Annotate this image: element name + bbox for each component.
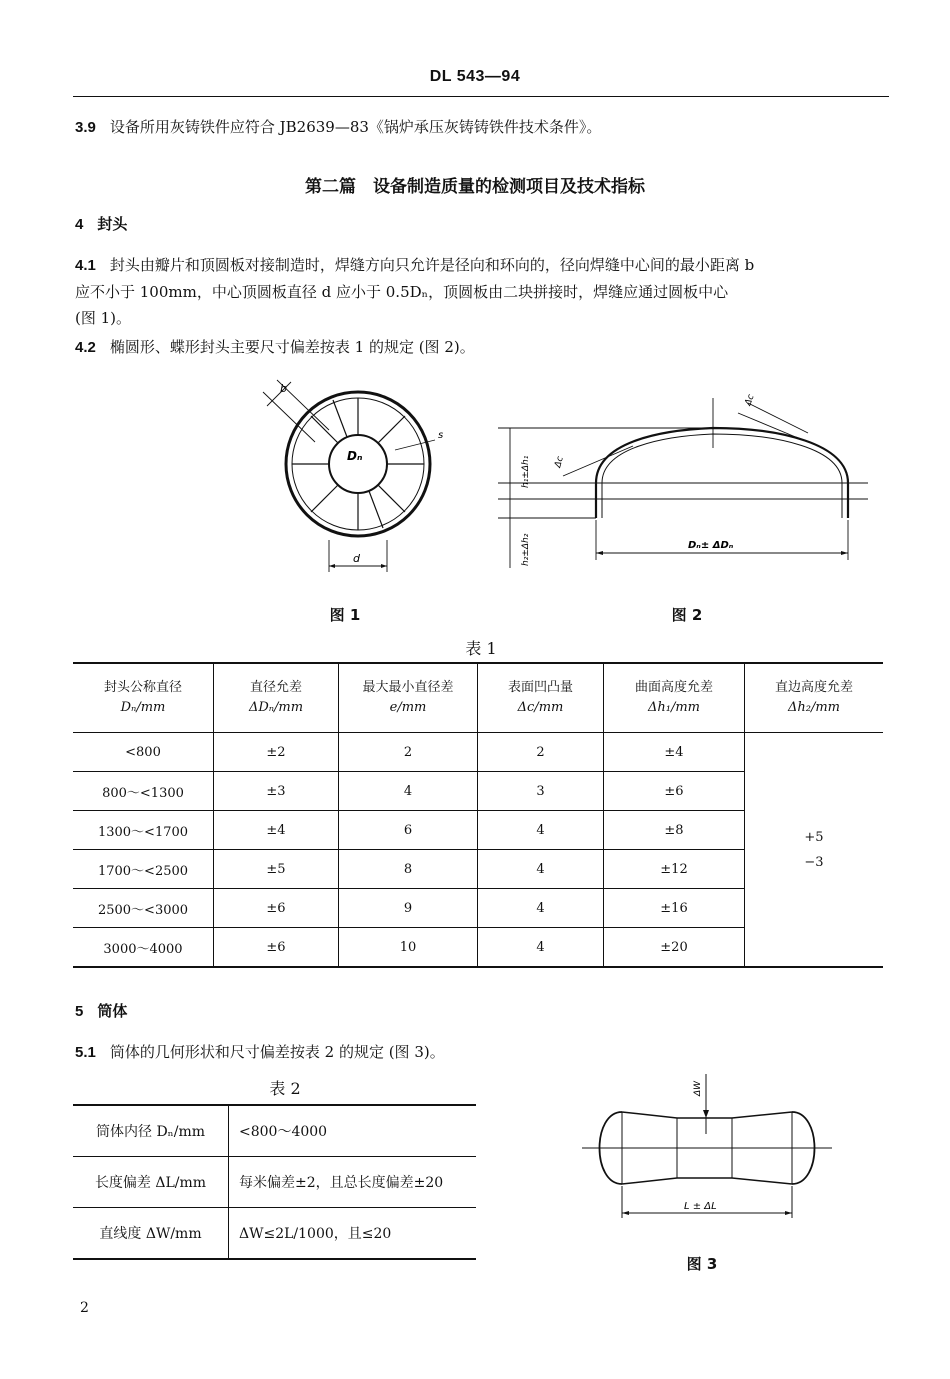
clause-4-1 [75, 252, 895, 331]
clause-line: (图 1)。 [75, 309, 132, 327]
header-cell: 最大最小直径差 e/mm [339, 663, 478, 733]
header-cell: 表面凹凸量 Δc/mm [478, 663, 604, 733]
table-value-cell: <800～4000 [229, 1105, 477, 1157]
label-h1: h₁±Δh₁ [521, 455, 531, 488]
label-b: b [280, 382, 287, 395]
figure-2-caption: 图 2 [671, 606, 703, 624]
clause-text: 椭圆形、蝶形封头主要尺寸偏差按表 1 的规定 (图 2)。 [109, 338, 475, 356]
table-cell: 4 [339, 772, 478, 811]
tolerance-plus: +5 [804, 829, 824, 845]
table-cell: ±3 [214, 772, 339, 811]
header-cell: 曲面高度允差 Δh₁/mm [604, 663, 745, 733]
table-row [73, 1157, 476, 1208]
label-dn-tolerance: Dₙ± ΔDₙ [688, 540, 734, 551]
label-d: d [353, 552, 360, 565]
clause-4-2 [75, 334, 475, 361]
table-cell: ±2 [214, 733, 339, 772]
header-cell: 直径允差 ΔDₙ/mm [214, 663, 339, 733]
label-s: s [438, 430, 444, 441]
table-cell: 4 [478, 889, 604, 928]
clause-3-9 [75, 114, 601, 141]
header-rule [73, 96, 889, 97]
section-4-heading [75, 211, 127, 238]
table-1 [73, 662, 883, 968]
section-title: 封头 [97, 215, 128, 233]
clause-number: 3.9 [75, 119, 96, 136]
table-header-row [73, 663, 883, 733]
table-cell: 1700～<2500 [73, 850, 214, 889]
clause-line: 应不小于 100mm，中心顶圆板直径 d 应小于 0.5Dₙ，顶圆板由二块拼接时，焊缝应通过圆板中心 [75, 283, 729, 301]
table-row [73, 1105, 476, 1157]
table-cell: 2 [339, 733, 478, 772]
clause-line: 封头由瓣片和顶圆板对接制造时，焊缝方向只允许是径向和环向的，径向焊缝中心间的最小距离 b [109, 256, 755, 274]
label-dc-right: Δc [743, 393, 757, 408]
table-2-caption: 表 2 [269, 1079, 301, 1098]
label-h2: h₂±Δh₂ [521, 533, 531, 566]
clause-text: 筒体的几何形状和尺寸偏差按表 2 的规定 (图 3)。 [109, 1043, 445, 1061]
table-cell: 2500～<3000 [73, 889, 214, 928]
table-cell: 8 [339, 850, 478, 889]
clause-text: 设备所用灰铸铁件应符合 JB2639—83《锅炉承压灰铸铸铁件技术条件》。 [109, 118, 602, 136]
label-dn: Dₙ [347, 449, 363, 463]
header-cell: 封头公称直径 Dₙ/mm [73, 663, 214, 733]
table-cell: 4 [478, 850, 604, 889]
label-dw: ΔW [693, 1080, 703, 1096]
doc-header: DL 543—94 [429, 68, 521, 85]
table-cell: ±20 [604, 928, 745, 968]
table-label-cell: 长度偏差 ΔL/mm [73, 1157, 229, 1208]
clause-number: 4.2 [75, 339, 96, 356]
table-cell: ±4 [214, 811, 339, 850]
section-5-heading [75, 998, 127, 1025]
figure-2-diagram [498, 388, 868, 598]
table-1-caption: 表 1 [465, 639, 497, 658]
header-cell: 直边高度允差 Δh₂/mm [745, 663, 884, 733]
table-cell: 3000～4000 [73, 928, 214, 968]
figure-3-diagram [582, 1066, 832, 1231]
table-value-cell: 每米偏差±2，且总长度偏差±20 [229, 1157, 477, 1208]
table-cell: 6 [339, 811, 478, 850]
page-number: 2 [80, 1300, 89, 1316]
table-cell: 3 [478, 772, 604, 811]
table-cell: 800～<1300 [73, 772, 214, 811]
table-2 [73, 1104, 476, 1260]
merged-tolerance-cell [745, 733, 884, 968]
table-cell: 9 [339, 889, 478, 928]
table-cell: 1300～<1700 [73, 811, 214, 850]
table-cell: ±12 [604, 850, 745, 889]
figure-1-caption: 图 1 [329, 606, 361, 624]
clause-5-1 [75, 1039, 445, 1066]
table-cell: <800 [73, 733, 214, 772]
table-cell: 10 [339, 928, 478, 968]
table-cell: 4 [478, 928, 604, 968]
figure-1-diagram [255, 372, 455, 582]
label-dc-left: Δc [553, 455, 566, 469]
table-cell: ±6 [604, 772, 745, 811]
figure-3-caption: 图 3 [686, 1255, 718, 1273]
table-cell: ±16 [604, 889, 745, 928]
table-row [73, 733, 883, 772]
table-cell: 2 [478, 733, 604, 772]
section-title: 筒体 [97, 1002, 128, 1020]
table-cell: ±6 [214, 928, 339, 968]
table-cell: 4 [478, 811, 604, 850]
table-value-cell: ΔW≤2L/1000，且≤20 [229, 1208, 477, 1260]
table-cell: ±8 [604, 811, 745, 850]
table-label-cell: 直线度 ΔW/mm [73, 1208, 229, 1260]
table-label-cell: 筒体内径 Dₙ/mm [73, 1105, 229, 1157]
clause-number: 5.1 [75, 1044, 96, 1061]
clause-number: 4.1 [75, 257, 96, 274]
section-number: 5 [75, 1003, 84, 1020]
table-cell: ±4 [604, 733, 745, 772]
table-cell: ±5 [214, 850, 339, 889]
part-title: 第二篇 设备制造质量的检测项目及技术指标 [305, 177, 645, 197]
section-number: 4 [75, 216, 84, 233]
label-l: L ± ΔL [684, 1201, 717, 1212]
tolerance-minus: −3 [804, 854, 824, 870]
table-cell: ±6 [214, 889, 339, 928]
table-row [73, 1208, 476, 1260]
